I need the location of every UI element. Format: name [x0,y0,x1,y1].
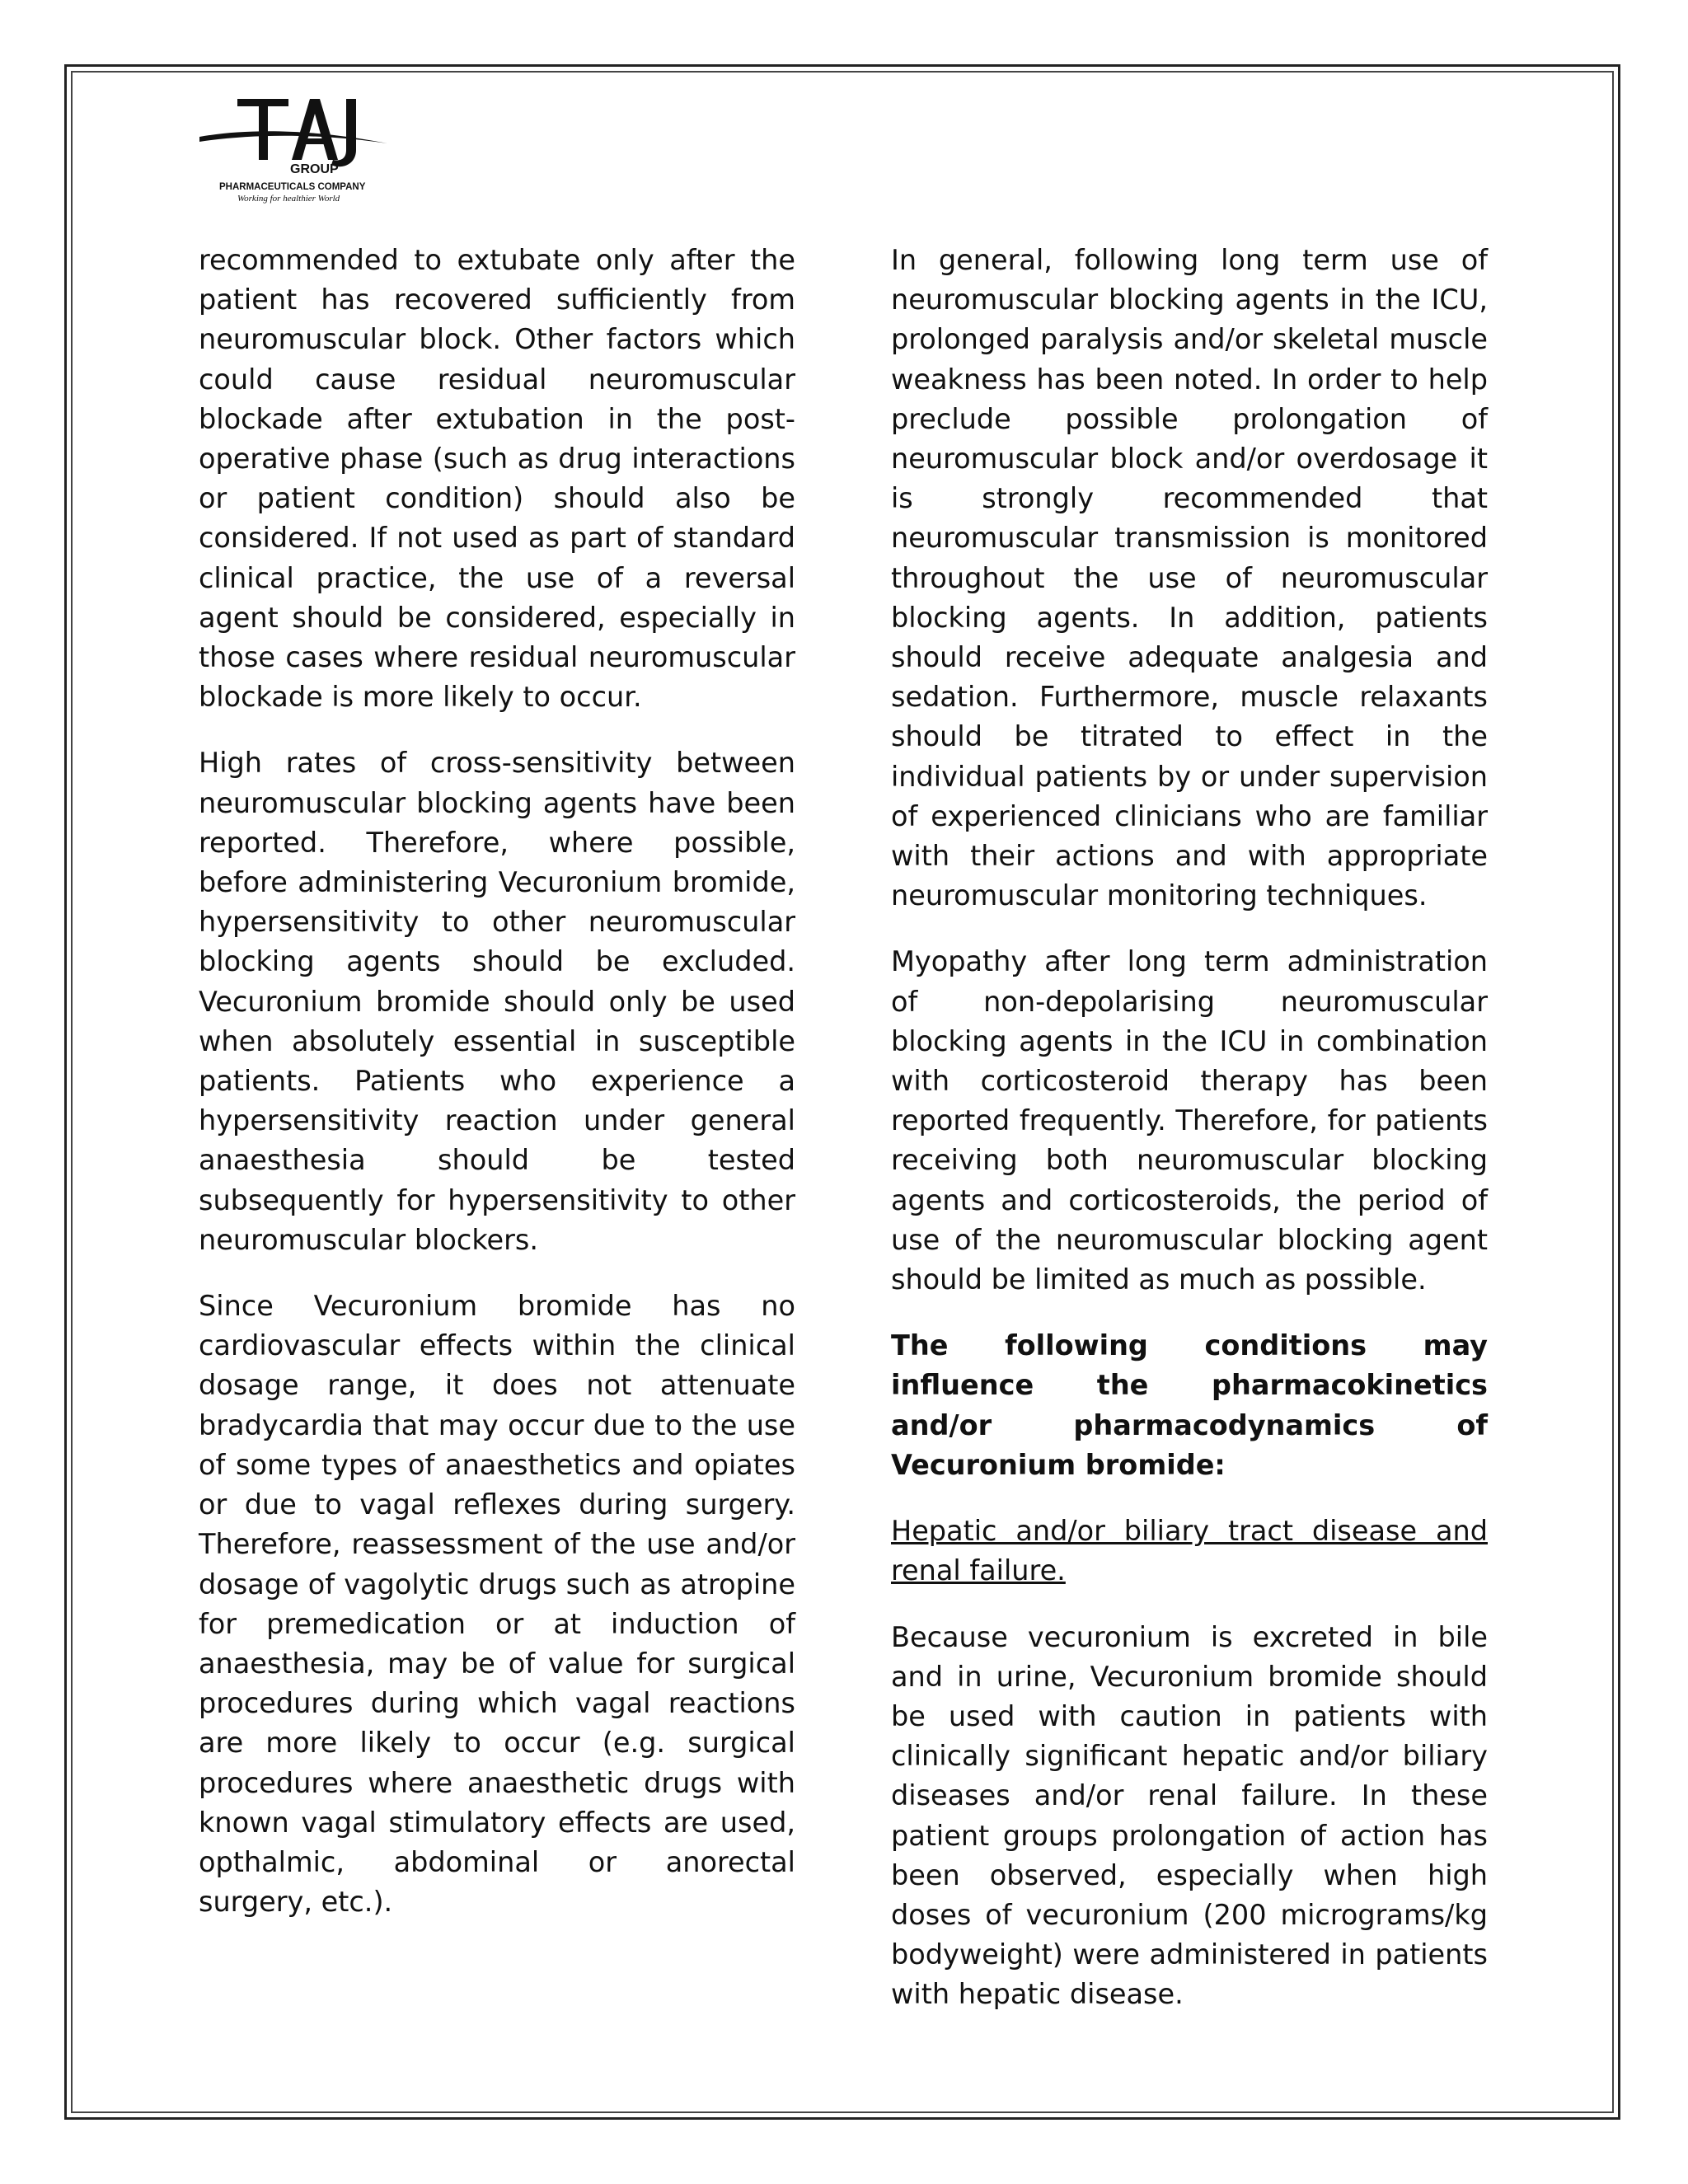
body-paragraph: High rates of cross-sensitivity between neuromuscular blocking agents have been reported. Therefore, where possible, before administering Vecuronium bromide, hypersensitivity to other neuromuscular blocking agents should be excluded. Vecuronium bromide should only be used when absolutely essential in susceptible patients. Patients who experience a hypersensitivity reaction under general anaesthesia should be tested subsequently for hypersensitivity to other neuromuscular blockers. [199,747,795,1256]
body-paragraph: Since Vecuronium bromide has no cardiovascular effects within the clinical dosage range, it does not attenuate bradycardia that may occur due to the use of some types of anaesthetics and opiates or due to vagal reflexes during surgery. Therefore, reassessment of the use and/or dosage of vagolytic drugs such as atropine for premedication or at induction of anaesthesia, may be of value for surgical procedures during which vagal reactions are more likely to occur (e.g. surgical procedures where anaesthetic drugs with known vagal stimulatory effects are used, opthalmic, abdominal or anorectal surgery, etc.). [199,1290,795,1919]
body-paragraph: recommended to extubate only after the patient has recovered sufficiently from neuromuscular block. Other factors which could cause residual neuromuscular blockade after extubation in the post-operative phase (such as drug interactions or patient condition) should also be considered. If not used as part of standard clinical practice, the use of a reversal agent should be considered, especially in those cases where residual neuromuscular blockade is more likely to occur. [199,244,795,714]
left-column [199,241,795,1948]
company-logo [196,96,402,211]
logo-company-text: PHARMACEUTICALS COMPANY [219,182,366,192]
section-subheading: Hepatic and/or biliary tract disease and renal failure. [891,1515,1488,1587]
body-paragraph: Myopathy after long term administration of non-depolarising neuromuscular blocking agents in the ICU in combination with corticosteroid therapy has been reported frequently. Therefore, for patients receiving both neuromuscular blocking agents and corticosteroids, the period of use of the neuromuscular blocking agent should be limited as much as possible. [891,945,1488,1296]
body-paragraph: Because vecuronium is excreted in bile and in urine, Vecuronium bromide should be used with caution in patients with clinically significant hepatic and/or biliary diseases and/or renal failure. In these patient groups prolongation of action has been observed, especially when high doses of vecuronium (200 micrograms/kg bodyweight) were administered in patients with hepatic disease. [891,1620,1488,2011]
section-heading: The following conditions may influence the pharmacokinetics and/or pharmacodynamics of Vecuronium bromide: [891,1329,1488,1481]
right-column [891,241,1488,2041]
body-paragraph: In general, following long term use of neuromuscular blocking agents in the ICU, prolonged paralysis and/or skeletal muscle weakness has been noted. In order to help preclude possible prolongation of neuromuscular block and/or overdosage it is strongly recommended that neuromuscular transmission is monitored throughout the use of neuromuscular blocking agents. In addition, patients should receive adequate analgesia and sedation. Furthermore, muscle relaxants should be titrated to effect in the individual patients by or under supervision of experienced clinicians who are familiar with their actions and with appropriate neuromuscular monitoring techniques. [891,244,1488,912]
logo-tagline-text: Working for healthier World [237,194,340,204]
logo-group-text: GROUP [290,162,339,176]
taj-logo-icon [196,96,402,211]
